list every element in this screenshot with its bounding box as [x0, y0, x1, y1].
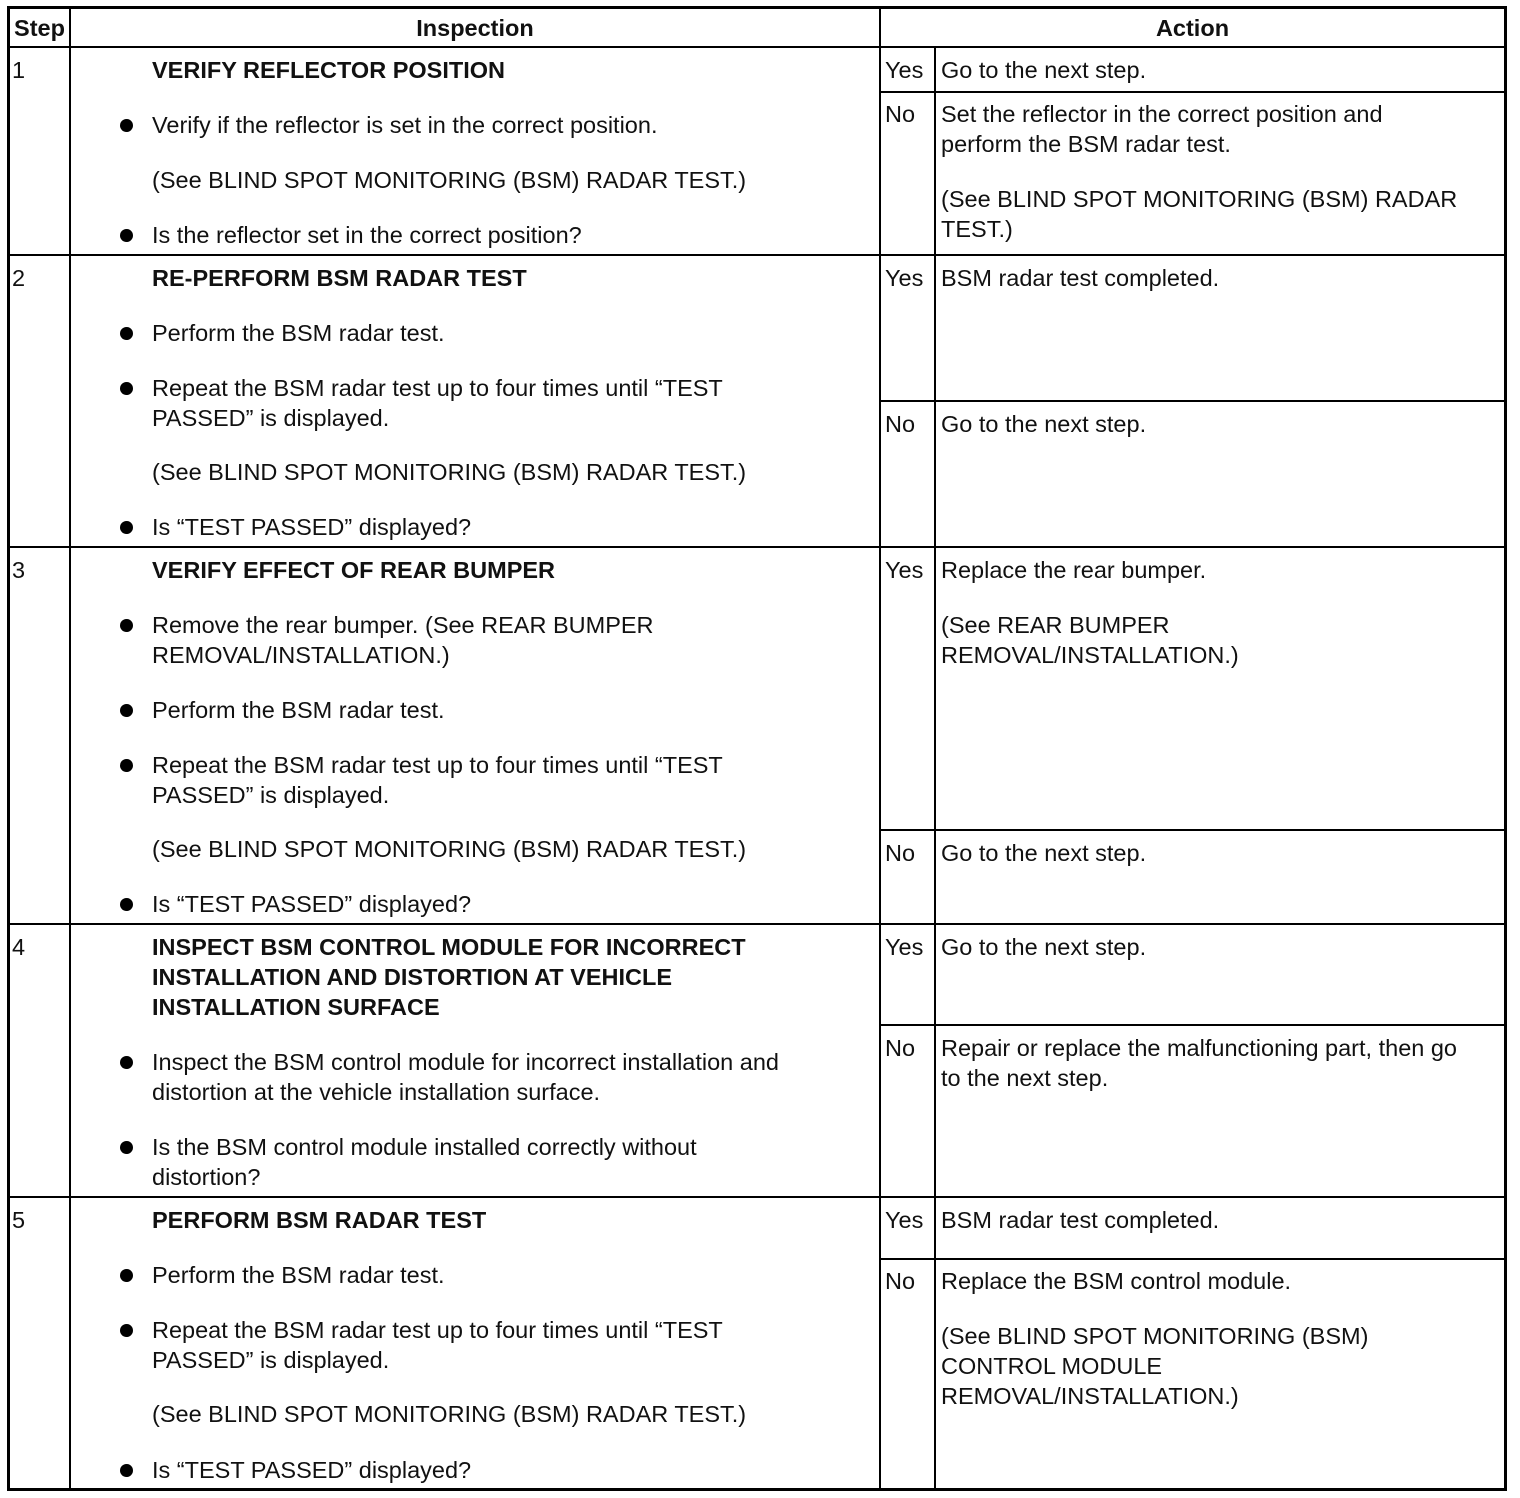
row-divider [10, 1196, 1504, 1198]
bullet-icon [120, 704, 133, 717]
column-divider [69, 9, 71, 1488]
yes-action: BSM radar test completed. [941, 265, 1220, 291]
header-inspection: Inspection [416, 15, 534, 41]
no-action: perform the BSM radar test. [941, 131, 1231, 157]
yes-action: BSM radar test completed. [941, 1207, 1220, 1233]
inspection-reference: (See BLIND SPOT MONITORING (BSM) RADAR TEST.) [152, 459, 747, 485]
yes-label: Yes [885, 934, 924, 960]
row-divider [10, 923, 1504, 925]
bullet-icon [120, 1141, 133, 1154]
bullet-icon [120, 1056, 133, 1069]
bullet-icon [120, 1324, 133, 1337]
inspection-bullet: PASSED” is displayed. [152, 405, 390, 431]
inspection-bullet: distortion? [152, 1164, 261, 1190]
inspection-reference: (See BLIND SPOT MONITORING (BSM) RADAR TEST.) [152, 836, 747, 862]
yes-no-divider [879, 1024, 1504, 1026]
bullet-icon [120, 229, 133, 242]
inspection-bullet: distortion at the vehicle installation surface. [152, 1079, 601, 1105]
inspection-bullet: Perform the BSM radar test. [152, 320, 445, 346]
no-reference: TEST.) [941, 216, 1013, 242]
bullet-icon [120, 119, 133, 132]
yes-action: Go to the next step. [941, 934, 1147, 960]
inspection-bullet: Is the reflector set in the correct position? [152, 222, 582, 248]
bullet-icon [120, 1464, 133, 1477]
row-divider [10, 46, 1504, 48]
step-title: RE-PERFORM BSM RADAR TEST [152, 265, 527, 291]
yes-reference: REMOVAL/INSTALLATION.) [941, 642, 1239, 668]
yes-no-divider [879, 829, 1504, 831]
no-label: No [885, 411, 916, 437]
row-divider [10, 546, 1504, 548]
step-title: VERIFY EFFECT OF REAR BUMPER [152, 557, 556, 583]
step-number: 1 [12, 57, 26, 83]
inspection-bullet: Repeat the BSM radar test up to four times until “TEST [152, 1317, 723, 1343]
troubleshooting-table [7, 6, 1507, 1491]
yes-reference: (See REAR BUMPER [941, 612, 1170, 638]
no-action: to the next step. [941, 1065, 1109, 1091]
column-divider [934, 47, 936, 1488]
inspection-bullet: Is “TEST PASSED” displayed? [152, 514, 472, 540]
yes-label: Yes [885, 265, 924, 291]
bullet-icon [120, 1269, 133, 1282]
inspection-bullet: Remove the rear bumper. (See REAR BUMPER [152, 612, 654, 638]
step-number: 4 [12, 934, 26, 960]
no-label: No [885, 101, 916, 127]
no-label: No [885, 1268, 916, 1294]
no-reference: (See BLIND SPOT MONITORING (BSM) RADAR [941, 186, 1458, 212]
inspection-reference: (See BLIND SPOT MONITORING (BSM) RADAR TEST.) [152, 1401, 747, 1427]
bullet-icon [120, 619, 133, 632]
step-number: 2 [12, 265, 26, 291]
no-action: Replace the BSM control module. [941, 1268, 1292, 1294]
inspection-bullet: Is “TEST PASSED” displayed? [152, 891, 472, 917]
no-reference: (See BLIND SPOT MONITORING (BSM) [941, 1323, 1369, 1349]
yes-action: Replace the rear bumper. [941, 557, 1207, 583]
header-step: Step [14, 15, 65, 41]
step-title: VERIFY REFLECTOR POSITION [152, 57, 505, 83]
step-number: 5 [12, 1207, 26, 1233]
yes-no-divider [879, 91, 1504, 93]
inspection-bullet: Inspect the BSM control module for incorrect installation and [152, 1049, 779, 1075]
no-action: Go to the next step. [941, 411, 1147, 437]
column-divider [879, 9, 881, 1488]
inspection-bullet: REMOVAL/INSTALLATION.) [152, 642, 450, 668]
row-divider [10, 254, 1504, 256]
bullet-icon [120, 521, 133, 534]
inspection-reference: (See BLIND SPOT MONITORING (BSM) RADAR TEST.) [152, 167, 747, 193]
inspection-bullet: PASSED” is displayed. [152, 1347, 390, 1373]
no-action: Set the reflector in the correct position and [941, 101, 1383, 127]
header-action: Action [1155, 15, 1230, 41]
no-reference: CONTROL MODULE [941, 1353, 1163, 1379]
inspection-bullet: Is “TEST PASSED” displayed? [152, 1457, 472, 1483]
inspection-bullet: Perform the BSM radar test. [152, 697, 445, 723]
yes-label: Yes [885, 557, 924, 583]
no-label: No [885, 1035, 916, 1061]
bullet-icon [120, 759, 133, 772]
step-title: INSTALLATION AND DISTORTION AT VEHICLE [152, 964, 673, 990]
yes-no-divider [879, 1258, 1504, 1260]
step-number: 3 [12, 557, 26, 583]
step-title: PERFORM BSM RADAR TEST [152, 1207, 487, 1233]
no-reference: REMOVAL/INSTALLATION.) [941, 1383, 1239, 1409]
yes-action: Go to the next step. [941, 57, 1147, 83]
no-action: Repair or replace the malfunctioning part, then go [941, 1035, 1458, 1061]
inspection-bullet: PASSED” is displayed. [152, 782, 390, 808]
yes-label: Yes [885, 1207, 924, 1233]
inspection-bullet: Repeat the BSM radar test up to four times until “TEST [152, 375, 723, 401]
step-title: INSPECT BSM CONTROL MODULE FOR INCORRECT [152, 934, 746, 960]
bullet-icon [120, 327, 133, 340]
inspection-bullet: Is the BSM control module installed correctly without [152, 1134, 697, 1160]
yes-label: Yes [885, 57, 924, 83]
inspection-bullet: Verify if the reflector is set in the correct position. [152, 112, 658, 138]
bullet-icon [120, 382, 133, 395]
inspection-bullet: Perform the BSM radar test. [152, 1262, 445, 1288]
step-title: INSTALLATION SURFACE [152, 994, 440, 1020]
yes-no-divider [879, 400, 1504, 402]
no-label: No [885, 840, 916, 866]
inspection-bullet: Repeat the BSM radar test up to four times until “TEST [152, 752, 723, 778]
bullet-icon [120, 898, 133, 911]
no-action: Go to the next step. [941, 840, 1147, 866]
